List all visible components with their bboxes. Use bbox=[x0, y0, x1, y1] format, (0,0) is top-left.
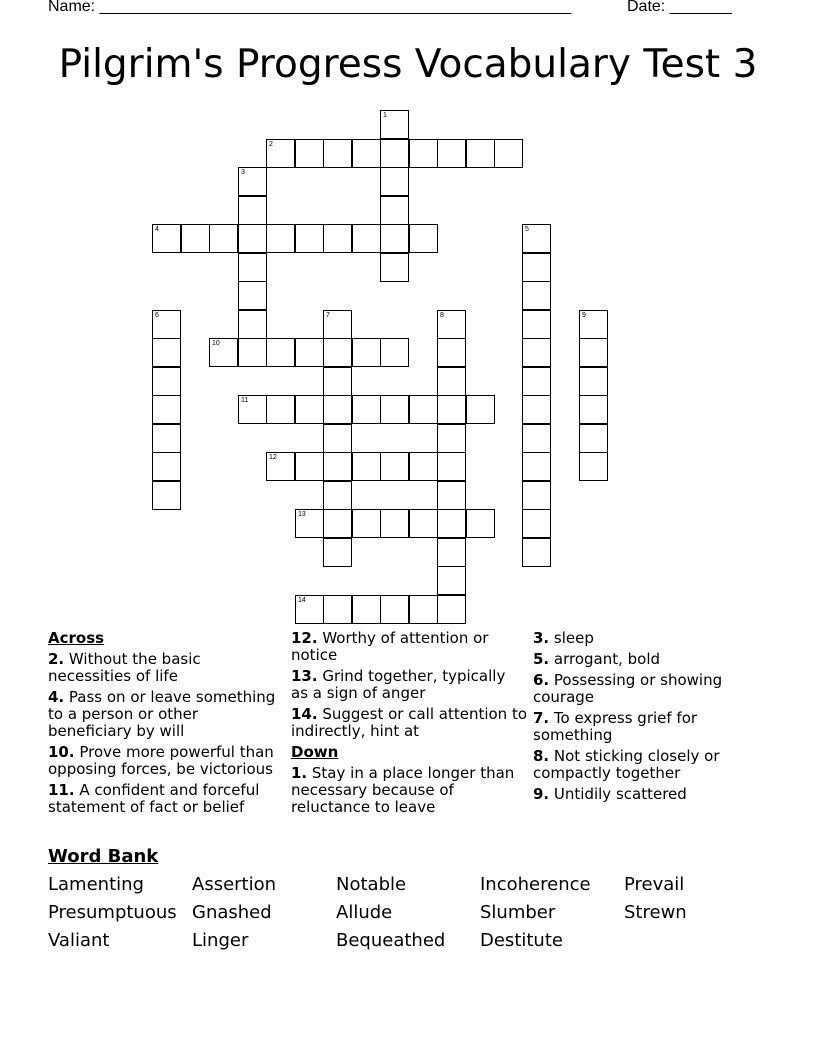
across-clue-list bbox=[48, 651, 284, 816]
crossword-cell[interactable] bbox=[323, 481, 352, 510]
word-bank-item: Presumptuous bbox=[48, 902, 177, 923]
crossword-cell[interactable] bbox=[152, 310, 181, 339]
crossword-cell[interactable] bbox=[352, 338, 381, 367]
clue-number: 9 bbox=[582, 312, 586, 319]
crossword-cell[interactable] bbox=[522, 481, 551, 510]
crossword-cell[interactable] bbox=[522, 452, 551, 481]
down-heading: Down bbox=[291, 743, 339, 761]
crossword-cell[interactable] bbox=[266, 452, 295, 481]
down-clue-list-cont bbox=[533, 630, 763, 803]
page-title: Pilgrim's Progress Vocabulary Test 3 bbox=[58, 42, 758, 87]
crossword-cell[interactable] bbox=[323, 538, 352, 567]
word-bank-item: Allude bbox=[336, 902, 393, 923]
crossword-cell[interactable] bbox=[579, 452, 608, 481]
crossword-cell[interactable] bbox=[238, 167, 267, 196]
across-heading: Across bbox=[48, 629, 105, 647]
clue-item: 12. Worthy of attention or notice bbox=[291, 629, 489, 664]
crossword-cell[interactable] bbox=[152, 424, 181, 453]
clue-item: 1. Stay in a place longer than necessary because of reluctance to leave bbox=[291, 764, 515, 816]
crossword-cell[interactable] bbox=[181, 224, 210, 253]
crossword-cell[interactable] bbox=[152, 395, 181, 424]
crossword-cell[interactable] bbox=[579, 338, 608, 367]
crossword-cell[interactable] bbox=[380, 395, 409, 424]
crossword-cell[interactable] bbox=[323, 395, 352, 424]
crossword-cell[interactable] bbox=[295, 509, 324, 538]
crossword-cell[interactable] bbox=[380, 224, 409, 253]
crossword-cell[interactable] bbox=[323, 338, 352, 367]
crossword-cell[interactable] bbox=[579, 424, 608, 453]
word-bank-item: Destitute bbox=[480, 930, 563, 951]
clue-item: 13. Grind together, typically as a sign of anger bbox=[291, 667, 506, 702]
crossword-cell[interactable] bbox=[437, 395, 466, 424]
clue-number: 1 bbox=[383, 112, 387, 119]
crossword-cell[interactable] bbox=[238, 310, 267, 339]
crossword-cell[interactable] bbox=[323, 139, 352, 168]
crossword-cell[interactable] bbox=[409, 395, 438, 424]
word-bank-item: Gnashed bbox=[192, 902, 272, 923]
clue-number: 13 bbox=[298, 511, 306, 518]
crossword-cell[interactable] bbox=[437, 424, 466, 453]
crossword-cell[interactable] bbox=[380, 167, 409, 196]
crossword-cell[interactable] bbox=[522, 224, 551, 253]
crossword-cell[interactable] bbox=[238, 281, 267, 310]
clue-number: 10 bbox=[212, 340, 220, 347]
word-bank-item: Lamenting bbox=[48, 874, 144, 895]
crossword-cell[interactable] bbox=[522, 424, 551, 453]
crossword-cell[interactable] bbox=[579, 367, 608, 396]
clue-number: 8 bbox=[440, 312, 444, 319]
crossword-cell[interactable] bbox=[409, 452, 438, 481]
word-bank-item: Notable bbox=[336, 874, 407, 895]
crossword-cell[interactable] bbox=[295, 139, 324, 168]
clues-column-1 bbox=[48, 630, 284, 820]
crossword-cell[interactable] bbox=[579, 310, 608, 339]
crossword-cell[interactable] bbox=[352, 452, 381, 481]
crossword-cell[interactable] bbox=[409, 595, 438, 624]
crossword-cell[interactable] bbox=[238, 224, 267, 253]
clue-item: 11. A confident and forceful statement of fact or belief bbox=[48, 781, 260, 816]
crossword-cell[interactable] bbox=[380, 253, 409, 282]
crossword-cell[interactable] bbox=[437, 452, 466, 481]
clues-column-3 bbox=[533, 630, 763, 807]
crossword-cell[interactable] bbox=[295, 452, 324, 481]
crossword-cell[interactable] bbox=[152, 338, 181, 367]
crossword-cell[interactable] bbox=[522, 509, 551, 538]
crossword-cell[interactable] bbox=[466, 139, 495, 168]
crossword-cell[interactable] bbox=[437, 509, 466, 538]
clue-number: 4 bbox=[155, 226, 159, 233]
clue-item: 3. sleep bbox=[533, 629, 594, 647]
clue-item: 10. Prove more powerful than opposing forces, be victorious bbox=[48, 743, 274, 778]
clue-item: 4. Pass on or leave something to a person or other beneficiary by will bbox=[48, 688, 276, 740]
crossword-cell[interactable] bbox=[522, 253, 551, 282]
crossword-cell[interactable] bbox=[295, 338, 324, 367]
crossword-cell[interactable] bbox=[209, 224, 238, 253]
crossword-cell[interactable] bbox=[323, 595, 352, 624]
clue-item: 2. Without the basic necessities of life bbox=[48, 650, 201, 685]
word-bank-item: Linger bbox=[192, 930, 249, 951]
crossword-cell[interactable] bbox=[323, 367, 352, 396]
across-clue-list-cont bbox=[291, 630, 527, 740]
crossword-cell[interactable] bbox=[323, 424, 352, 453]
clue-number: 2 bbox=[269, 141, 273, 148]
crossword-cell[interactable] bbox=[352, 595, 381, 624]
crossword-cell[interactable] bbox=[522, 538, 551, 567]
clue-number: 14 bbox=[298, 597, 306, 604]
clue-number: 7 bbox=[326, 312, 330, 319]
crossword-cell[interactable] bbox=[579, 395, 608, 424]
clue-item: 6. Possessing or showing courage bbox=[533, 671, 723, 706]
crossword-cell[interactable] bbox=[209, 338, 238, 367]
word-bank-item: Strewn bbox=[624, 902, 687, 923]
crossword-cell[interactable] bbox=[323, 509, 352, 538]
crossword-cell[interactable] bbox=[380, 338, 409, 367]
crossword-cell[interactable] bbox=[522, 395, 551, 424]
crossword-cell[interactable] bbox=[380, 139, 409, 168]
crossword-cell[interactable] bbox=[494, 139, 523, 168]
crossword-cell[interactable] bbox=[266, 338, 295, 367]
crossword-cell[interactable] bbox=[466, 509, 495, 538]
word-bank-title: Word Bank bbox=[48, 846, 159, 867]
crossword-cell[interactable] bbox=[409, 509, 438, 538]
crossword-cell[interactable] bbox=[152, 224, 181, 253]
crossword-cell[interactable] bbox=[152, 481, 181, 510]
crossword-cell[interactable] bbox=[437, 538, 466, 567]
word-bank-item: Slumber bbox=[480, 902, 556, 923]
crossword-cell[interactable] bbox=[437, 566, 466, 595]
crossword-cell[interactable] bbox=[522, 338, 551, 367]
crossword-cell[interactable] bbox=[266, 139, 295, 168]
crossword-cell[interactable] bbox=[323, 310, 352, 339]
crossword-cell[interactable] bbox=[295, 395, 324, 424]
crossword-cell[interactable] bbox=[437, 139, 466, 168]
clue-item: 14. Suggest or call attention to indirectly, hint at bbox=[291, 705, 528, 740]
clue-number: 5 bbox=[525, 226, 529, 233]
crossword-cell[interactable] bbox=[352, 139, 381, 168]
clue-number: 11 bbox=[241, 397, 249, 404]
crossword-cell[interactable] bbox=[352, 224, 381, 253]
crossword-cell[interactable] bbox=[266, 395, 295, 424]
crossword-cell[interactable] bbox=[295, 595, 324, 624]
crossword-cell[interactable] bbox=[437, 595, 466, 624]
word-bank-item: Assertion bbox=[192, 874, 277, 895]
crossword-cell[interactable] bbox=[380, 452, 409, 481]
name-field-label: Name: _____________________________________________________ bbox=[48, 0, 572, 15]
crossword-cell[interactable] bbox=[380, 509, 409, 538]
clues-column-2 bbox=[291, 630, 527, 820]
clue-number: 6 bbox=[155, 312, 159, 319]
crossword-cell[interactable] bbox=[466, 395, 495, 424]
word-bank-item: Bequeathed bbox=[336, 930, 446, 951]
crossword-cell[interactable] bbox=[380, 110, 409, 139]
word-bank-item: Prevail bbox=[624, 874, 685, 895]
crossword-cell[interactable] bbox=[522, 310, 551, 339]
crossword-cell[interactable] bbox=[380, 595, 409, 624]
clue-item: 5. arrogant, bold bbox=[533, 650, 661, 668]
crossword-cell[interactable] bbox=[522, 367, 551, 396]
word-bank-item: Incoherence bbox=[480, 874, 591, 895]
crossword-cell[interactable] bbox=[437, 310, 466, 339]
crossword-cell[interactable] bbox=[437, 367, 466, 396]
crossword-cell[interactable] bbox=[323, 224, 352, 253]
crossword-cell[interactable] bbox=[352, 509, 381, 538]
crossword-cell[interactable] bbox=[409, 224, 438, 253]
crossword-cell[interactable] bbox=[152, 367, 181, 396]
crossword-cell[interactable] bbox=[238, 395, 267, 424]
crossword-cell[interactable] bbox=[352, 395, 381, 424]
crossword-cell[interactable] bbox=[409, 139, 438, 168]
clue-number: 12 bbox=[269, 454, 277, 461]
crossword-cell[interactable] bbox=[295, 224, 324, 253]
crossword-cell[interactable] bbox=[522, 281, 551, 310]
crossword-cell[interactable] bbox=[323, 452, 352, 481]
crossword-cell[interactable] bbox=[238, 196, 267, 225]
clue-number: 3 bbox=[241, 169, 245, 176]
clue-item: 8. Not sticking closely or compactly together bbox=[533, 747, 720, 782]
crossword-cell[interactable] bbox=[266, 224, 295, 253]
crossword-cell[interactable] bbox=[238, 338, 267, 367]
crossword-cell[interactable] bbox=[437, 481, 466, 510]
date-field-label: Date: _______ bbox=[627, 0, 732, 15]
crossword-cell[interactable] bbox=[380, 196, 409, 225]
crossword-cell[interactable] bbox=[152, 452, 181, 481]
clue-item: 7. To express grief for something bbox=[533, 709, 698, 744]
word-bank-item: Valiant bbox=[48, 930, 110, 951]
clue-item: 9. Untidily scattered bbox=[533, 785, 687, 803]
crossword-cell[interactable] bbox=[238, 253, 267, 282]
down-clue-list bbox=[291, 765, 527, 816]
crossword-cell[interactable] bbox=[437, 338, 466, 367]
